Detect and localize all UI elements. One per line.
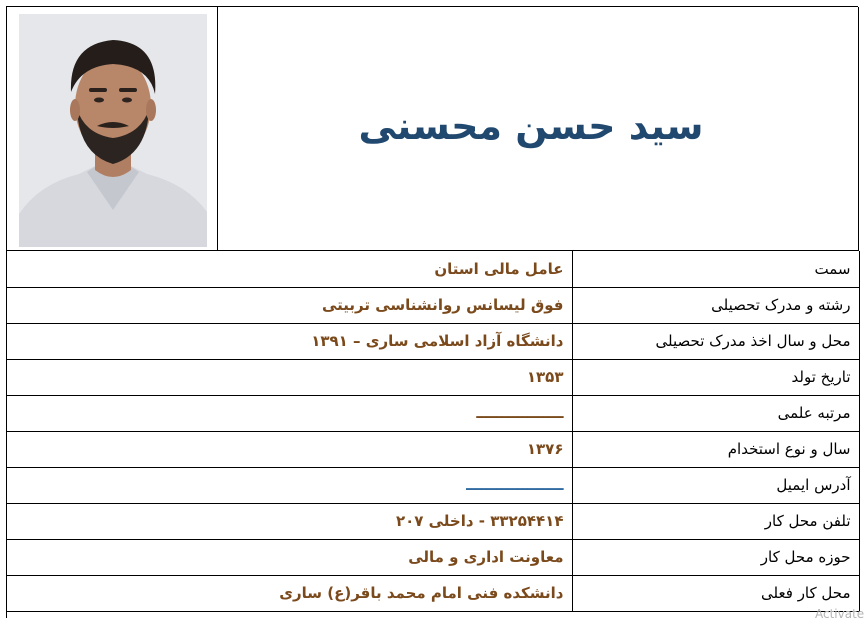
table-row (7, 251, 859, 287)
field-value-current-workplace: دانشکده فنی امام محمد باقر(ع) ساری (7, 575, 572, 611)
name-cell (218, 7, 859, 251)
field-value-work-phone: ۳۳۲۵۴۴۱۴ - داخلی ۲۰۷ (7, 503, 572, 539)
profile-header (7, 7, 859, 251)
field-value-email: ـــــــــــــــــــ (7, 467, 572, 503)
field-value-degree-place-year: دانشگاه آزاد اسلامی ساری – ۱۳۹۱ (7, 323, 572, 359)
table-row (7, 287, 859, 323)
field-label-email: آدرس ایمیل (572, 467, 859, 503)
table-row (7, 575, 859, 611)
field-label-birth-date: تاریخ تولد (572, 359, 859, 395)
info-table (7, 251, 860, 612)
photo-cell (7, 7, 218, 251)
table-row (7, 467, 859, 503)
table-row (7, 359, 859, 395)
table-row (7, 323, 859, 359)
field-value-birth-date: ۱۳۵۳ (7, 359, 572, 395)
table-row (7, 395, 859, 431)
profile-card (6, 6, 858, 618)
table-row (7, 431, 859, 467)
field-label-current-workplace: محل کار فعلی (572, 575, 859, 611)
field-label-work-division: حوزه محل کار (572, 539, 859, 575)
profile-photo (19, 14, 207, 247)
field-label-degree: رشته و مدرک تحصیلی (572, 287, 859, 323)
field-label-academic-rank: مرتبه علمی (572, 395, 859, 431)
field-value-academic-rank: ـــــــــــــــــ (7, 395, 572, 431)
field-label-employment: سال و نوع استخدام (572, 431, 859, 467)
person-name: سید حسن محسنی (358, 103, 704, 148)
field-value-work-division: معاونت اداری و مالی (7, 539, 572, 575)
field-label-degree-place-year: محل و سال اخذ مدرک تحصیلی (572, 323, 859, 359)
field-value-employment: ۱۳۷۶ (7, 431, 572, 467)
field-value-degree: فوق لیسانس روانشناسی تربیتی (7, 287, 572, 323)
activation-watermark: Activate (815, 607, 865, 621)
table-row (7, 503, 859, 539)
table-row (7, 539, 859, 575)
field-label-work-phone: تلفن محل کار (572, 503, 859, 539)
portrait-image (19, 14, 207, 247)
field-label-position: سمت (572, 251, 859, 287)
field-value-position: عامل مالی استان (7, 251, 572, 287)
